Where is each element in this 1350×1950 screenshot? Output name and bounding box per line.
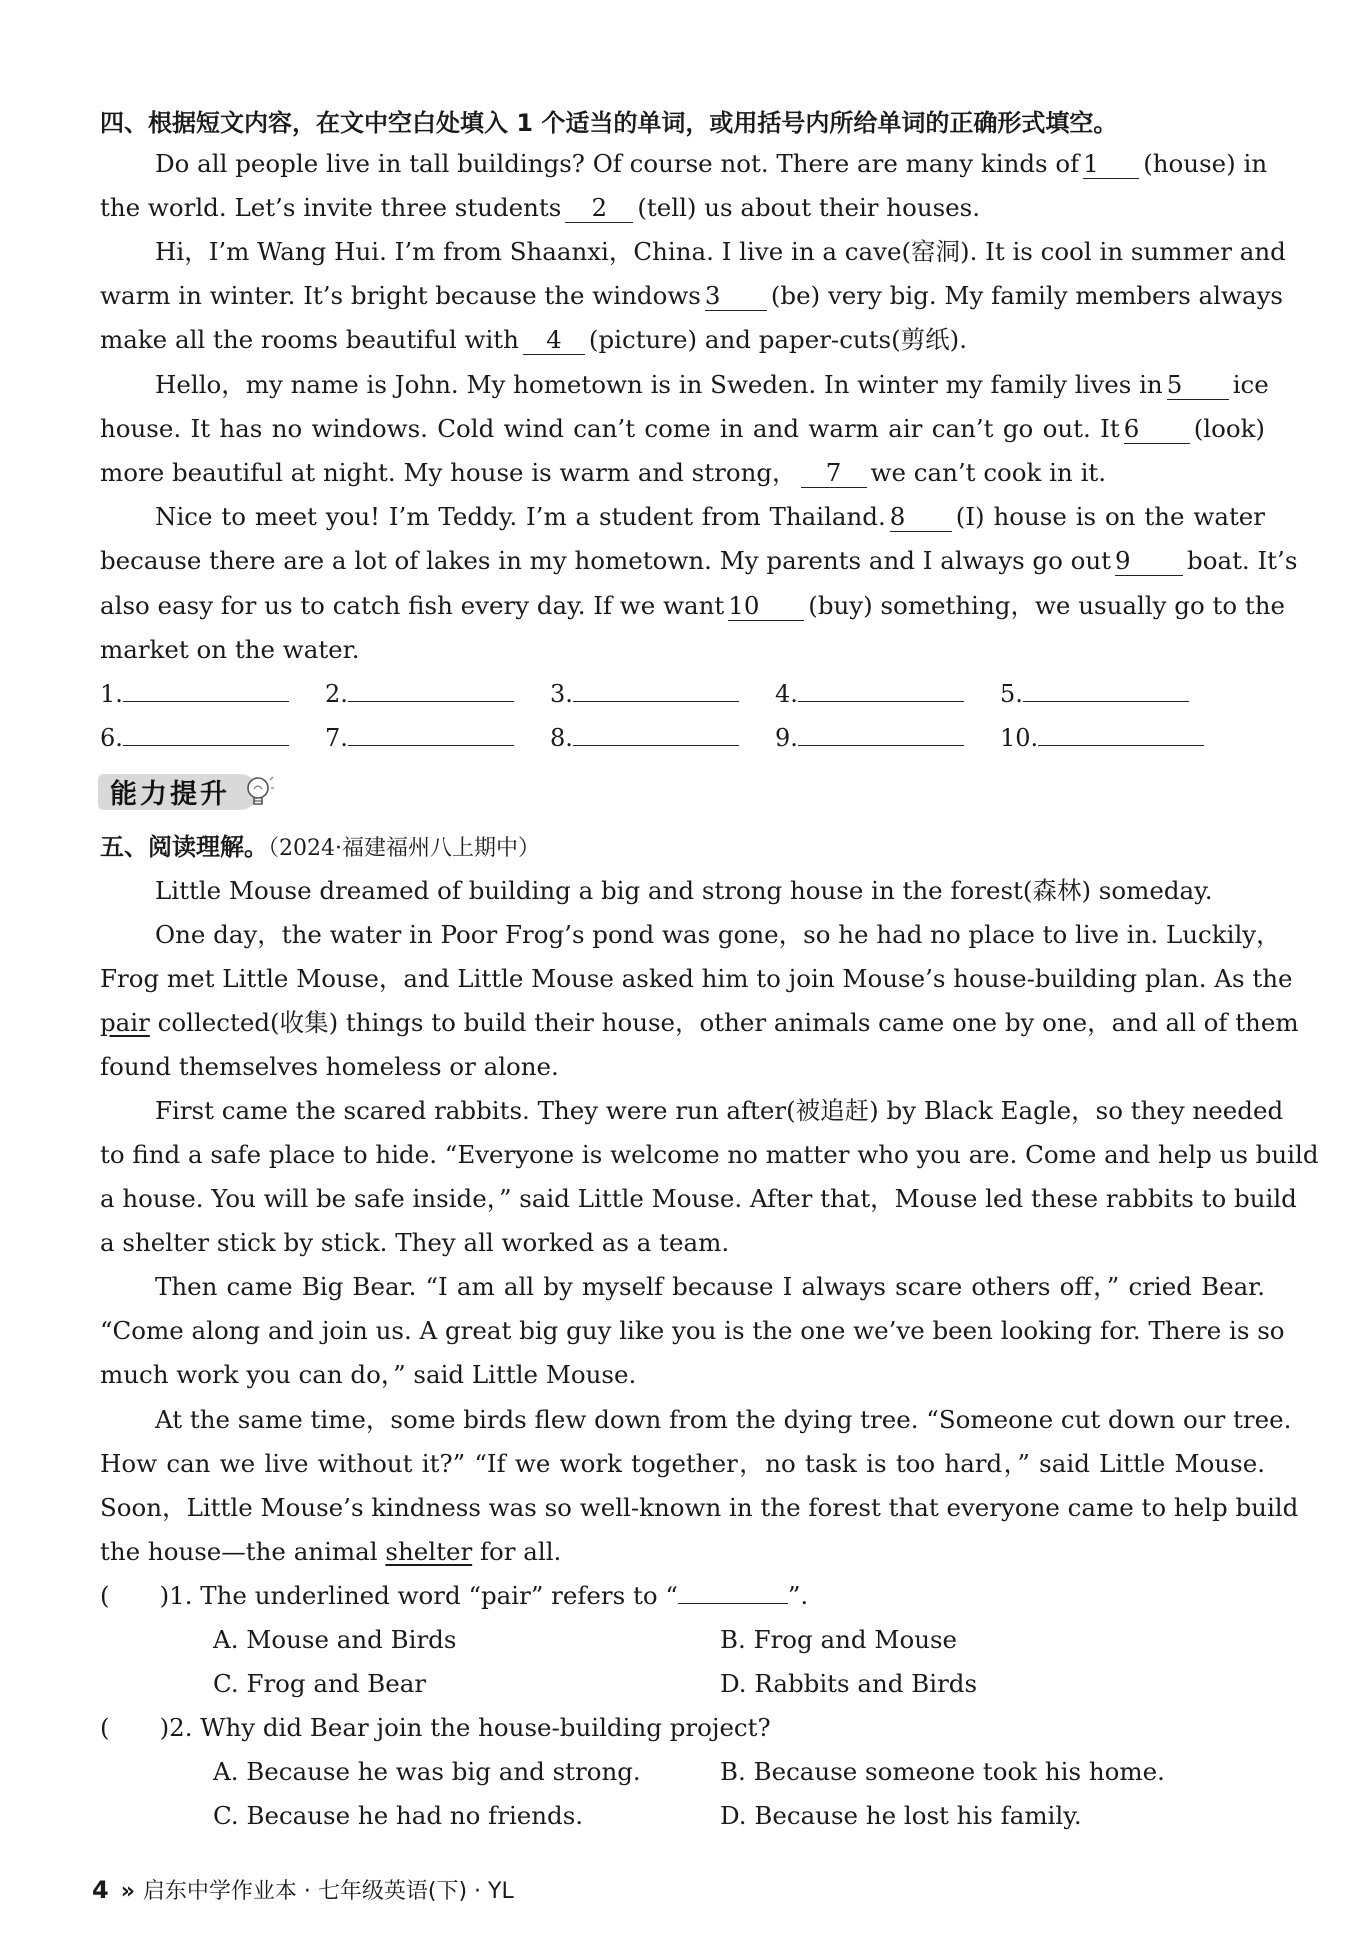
q2-option-b[interactable]: B. Because someone took his home.	[720, 1757, 1165, 1786]
s4-p2-line3: make all the rooms beautiful with 4 (picture) and paper-cuts(剪纸).	[100, 325, 968, 354]
answer-line-8[interactable]: 8.	[550, 721, 739, 755]
answer-line-3[interactable]: 3.	[550, 677, 739, 711]
q1-option-a[interactable]: A. Mouse and Birds	[213, 1625, 457, 1654]
q2-option-c[interactable]: C. Because he had no friends.	[213, 1801, 584, 1830]
s4-p3-line3: more beautiful at night. My house is warm and strong， 7 we can’t cook in it.	[100, 458, 1107, 487]
answer-line-6[interactable]: 6.	[100, 721, 289, 755]
s5-p4-line2: “Come along and join us. A great big guy like you is the one we’ve been looking for. There is so	[100, 1316, 1285, 1345]
page-number: 4	[92, 1876, 109, 1904]
section5-source: （2024·福建福州八上期中）	[268, 836, 540, 861]
q1-blank	[678, 1603, 788, 1604]
s4-p3-line2: house. It has no windows. Cold wind can’t come in and warm air can’t go out. It 6 (look)	[100, 414, 1265, 443]
double-chevron-icon: »	[120, 1879, 135, 1904]
q1-option-c[interactable]: C. Frog and Bear	[213, 1669, 427, 1698]
badge-label: 能力提升	[110, 779, 230, 810]
s5-p3-line2: to find a safe place to hide. “Everyone is welcome no matter who you are. Come and help us build	[100, 1140, 1319, 1169]
s5-p4-line1: Then came Big Bear. “I am all by myself because I always scare others off，” cried Bear.	[155, 1272, 1265, 1301]
answer-paren-2[interactable]: (	[100, 1713, 110, 1742]
q2-option-a[interactable]: A. Because he was big and strong.	[213, 1757, 641, 1786]
s4-p4-line3: also easy for us to catch fish every day. If we want 10 (buy) something，we usually go to the	[100, 591, 1285, 620]
s5-p5-line4: the house—the animal shelter for all.	[100, 1537, 562, 1566]
s5-p2-line3: pair collected(收集) things to build their house，other animals came one by one，and all of them	[100, 1008, 1299, 1037]
s4-p4-line1: Nice to meet you! I’m Teddy. I’m a student from Thailand. 8 (I) house is on the water	[155, 502, 1265, 531]
s5-p4-line3: much work you can do，” said Little Mouse.	[100, 1360, 637, 1389]
s4-p4-line4: market on the water.	[100, 635, 360, 664]
answer-line-5[interactable]: 5.	[1000, 677, 1189, 711]
q2-option-d[interactable]: D. Because he lost his family.	[720, 1801, 1082, 1830]
answer-line-4[interactable]: 4.	[775, 677, 964, 711]
section4-title: 四、根据短文内容，在文中空白处填入 1 个适当的单词，或用括号内所给单词的正确形式填空。	[100, 109, 1118, 137]
blank-5: 5	[1167, 371, 1229, 400]
answer-paren-1[interactable]: (	[100, 1581, 110, 1610]
footer-title: 启东中学作业本 · 七年级英语(下) · YL	[142, 1879, 514, 1904]
s5-p1-line1: Little Mouse dreamed of building a big and strong house in the forest(森林) someday.	[155, 876, 1213, 905]
s4-p2-line2: warm in winter. It’s bright because the windows 3 (be) very big. My family members always	[100, 281, 1283, 310]
blank-4: 4	[523, 326, 585, 355]
s5-p5-line2: How can we live without it?” “If we work together，no task is too hard，” said Little Mouse.	[100, 1449, 1265, 1478]
question-1-stem: ( )1. The underlined word “pair” refers to “ ”.	[100, 1581, 809, 1610]
underlined-shelter: shelter	[385, 1537, 473, 1566]
s5-p3-line3: a house. You will be safe inside，” said Little Mouse. After that，Mouse led these rabbits to build	[100, 1184, 1297, 1213]
page-footer	[92, 1874, 514, 1905]
ability-badge	[98, 770, 273, 814]
answer-line-7[interactable]: 7.	[325, 721, 514, 755]
blank-7: 7	[801, 459, 867, 488]
blank-10: 10	[728, 592, 804, 621]
s4-p4-line2: because there are a lot of lakes in my hometown. My parents and I always go out 9 boat. It’s	[100, 546, 1298, 575]
answer-line-9[interactable]: 9.	[775, 721, 964, 755]
s5-p5-line3: Soon，Little Mouse’s kindness was so well-known in the forest that everyone came to help build	[100, 1493, 1299, 1522]
section5-title-row	[100, 830, 1265, 866]
s5-p2-line2: Frog met Little Mouse，and Little Mouse asked him to join Mouse’s house-building plan. As the	[100, 964, 1293, 993]
s5-p3-line4: a shelter stick by stick. They all worked as a team.	[100, 1228, 730, 1257]
s5-p2-line4: found themselves homeless or alone.	[100, 1052, 559, 1081]
blank-2: 2	[565, 194, 633, 223]
underlined-pair: pair	[100, 1008, 150, 1037]
s4-p1-line1: Do all people live in tall buildings? Of course not. There are many kinds of 1 (house) in	[155, 149, 1268, 178]
blank-6: 6	[1124, 415, 1190, 444]
answer-line-2[interactable]: 2.	[325, 677, 514, 711]
q1-option-b[interactable]: B. Frog and Mouse	[720, 1625, 958, 1654]
s4-p1-line2: the world. Let’s invite three students 2 (tell) us about their houses.	[100, 193, 981, 222]
q1-option-d[interactable]: D. Rabbits and Birds	[720, 1669, 978, 1698]
s5-p2-line1: One day，the water in Poor Frog’s pond was gone，so he had no place to live in. Luckily，	[155, 920, 1281, 949]
blank-1: 1	[1083, 150, 1139, 179]
blank-8: 8	[890, 503, 952, 532]
s5-p5-line1: At the same time，some birds flew down from the dying tree. “Someone cut down our tree.	[155, 1405, 1292, 1434]
s4-p3-line1: Hello，my name is John. My hometown is in Sweden. In winter my family lives in 5 ice	[155, 370, 1269, 399]
answer-line-10[interactable]: 10.	[1000, 721, 1204, 755]
blank-3: 3	[705, 282, 767, 311]
question-2-stem: ( )2. Why did Bear join the house-building project?	[100, 1713, 771, 1742]
section5-title: 五、阅读理解。	[100, 833, 268, 861]
s5-p3-line1: First came the scared rabbits. They were run after(被追赶) by Black Eagle，so they needed	[155, 1096, 1284, 1125]
answer-line-1[interactable]: 1.	[100, 677, 289, 711]
s4-p2-line1: Hi，I’m Wang Hui. I’m from Shaanxi，China. I live in a cave(窑洞). It is cool in summer and	[155, 237, 1286, 266]
blank-9: 9	[1115, 547, 1183, 576]
lightbulb-icon	[244, 772, 274, 812]
